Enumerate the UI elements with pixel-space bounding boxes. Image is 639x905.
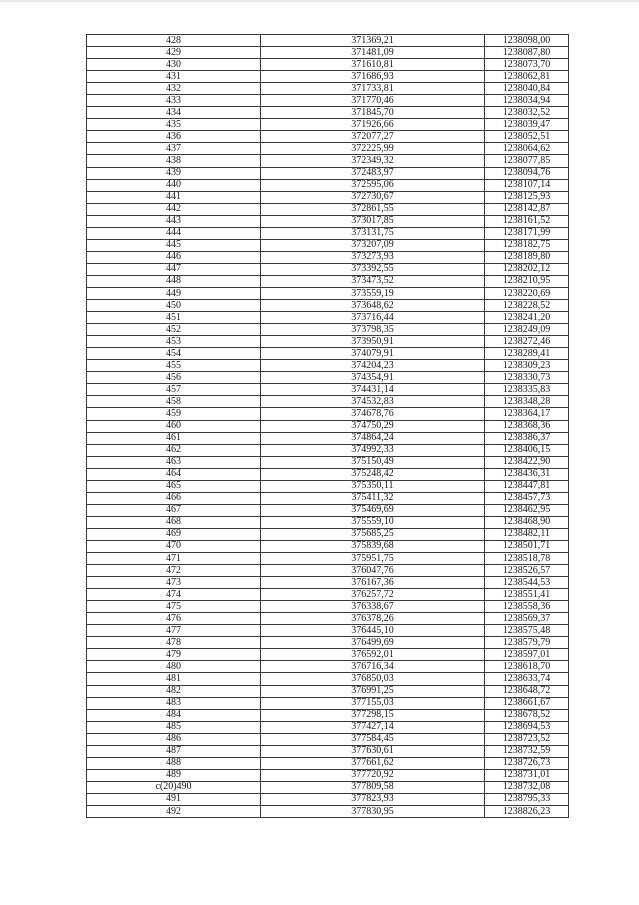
point-number-cell: 478	[87, 637, 261, 649]
point-number-cell: 439	[87, 167, 261, 179]
y-coordinate-cell: 1238569,37	[485, 613, 569, 625]
point-number-cell: 455	[87, 360, 261, 372]
table-row	[87, 492, 569, 504]
y-coordinate-cell: 1238526,57	[485, 565, 569, 577]
point-number-cell: 429	[87, 47, 261, 59]
table-row	[87, 540, 569, 552]
table-row	[87, 227, 569, 239]
y-coordinate-cell: 1238723,52	[485, 733, 569, 745]
table-row	[87, 769, 569, 781]
table-row	[87, 757, 569, 769]
table-row	[87, 239, 569, 251]
y-coordinate-cell: 1238579,79	[485, 637, 569, 649]
x-coordinate-cell: 373950,91	[261, 336, 485, 348]
point-number-cell: c(20)490	[87, 781, 261, 793]
x-coordinate-cell: 377298,15	[261, 709, 485, 721]
table-row	[87, 83, 569, 95]
y-coordinate-cell: 1238189,80	[485, 251, 569, 263]
x-coordinate-cell: 376592,01	[261, 649, 485, 661]
table-row	[87, 480, 569, 492]
x-coordinate-cell: 374864,24	[261, 432, 485, 444]
point-number-cell: 470	[87, 540, 261, 552]
point-number-cell: 473	[87, 577, 261, 589]
y-coordinate-cell: 1238678,52	[485, 709, 569, 721]
table-row	[87, 372, 569, 384]
y-coordinate-cell: 1238694,53	[485, 721, 569, 733]
y-coordinate-cell: 1238064,62	[485, 143, 569, 155]
table-row	[87, 191, 569, 203]
point-number-cell: 448	[87, 275, 261, 287]
point-number-cell: 433	[87, 95, 261, 107]
table-row	[87, 709, 569, 721]
y-coordinate-cell: 1238094,76	[485, 167, 569, 179]
x-coordinate-cell: 371686,93	[261, 71, 485, 83]
table-row	[87, 251, 569, 263]
x-coordinate-cell: 376257,72	[261, 589, 485, 601]
table-row	[87, 263, 569, 275]
point-number-cell: 434	[87, 107, 261, 119]
table-row	[87, 553, 569, 565]
x-coordinate-cell: 375559,10	[261, 516, 485, 528]
x-coordinate-cell: 373392,55	[261, 263, 485, 275]
x-coordinate-cell: 377630,61	[261, 745, 485, 757]
table-row	[87, 456, 569, 468]
point-number-cell: 467	[87, 504, 261, 516]
point-number-cell: 444	[87, 227, 261, 239]
y-coordinate-cell: 1238241,20	[485, 312, 569, 324]
table-row	[87, 781, 569, 793]
point-number-cell: 430	[87, 59, 261, 71]
y-coordinate-cell: 1238249,09	[485, 324, 569, 336]
table-row	[87, 396, 569, 408]
x-coordinate-cell: 372225,99	[261, 143, 485, 155]
x-coordinate-cell: 377661,62	[261, 757, 485, 769]
y-coordinate-cell: 1238228,52	[485, 300, 569, 312]
point-number-cell: 460	[87, 420, 261, 432]
point-number-cell: 450	[87, 300, 261, 312]
point-number-cell: 464	[87, 468, 261, 480]
y-coordinate-cell: 1238462,95	[485, 504, 569, 516]
table-row	[87, 275, 569, 287]
y-coordinate-cell: 1238040,84	[485, 83, 569, 95]
point-number-cell: 452	[87, 324, 261, 336]
point-number-cell: 483	[87, 697, 261, 709]
y-coordinate-cell: 1238826,23	[485, 806, 569, 818]
x-coordinate-cell: 375411,32	[261, 492, 485, 504]
point-number-cell: 480	[87, 661, 261, 673]
x-coordinate-cell: 377830,95	[261, 806, 485, 818]
y-coordinate-cell: 1238289,41	[485, 348, 569, 360]
x-coordinate-cell: 377720,92	[261, 769, 485, 781]
y-coordinate-cell: 1238648,72	[485, 685, 569, 697]
table-row	[87, 35, 569, 47]
y-coordinate-cell: 1238107,14	[485, 179, 569, 191]
table-row	[87, 673, 569, 685]
y-coordinate-cell: 1238098,00	[485, 35, 569, 47]
y-coordinate-cell: 1238436,31	[485, 468, 569, 480]
x-coordinate-cell: 374079,91	[261, 348, 485, 360]
y-coordinate-cell: 1238364,17	[485, 408, 569, 420]
x-coordinate-cell: 375248,42	[261, 468, 485, 480]
point-number-cell: 489	[87, 769, 261, 781]
x-coordinate-cell: 371369,21	[261, 35, 485, 47]
table-row	[87, 47, 569, 59]
x-coordinate-cell: 375150,49	[261, 456, 485, 468]
table-row	[87, 71, 569, 83]
table-row	[87, 59, 569, 71]
point-number-cell: 447	[87, 263, 261, 275]
point-number-cell: 440	[87, 179, 261, 191]
point-number-cell: 461	[87, 432, 261, 444]
point-number-cell: 435	[87, 119, 261, 131]
y-coordinate-cell: 1238558,36	[485, 601, 569, 613]
table-row	[87, 504, 569, 516]
table-row	[87, 432, 569, 444]
point-number-cell: 449	[87, 287, 261, 299]
table-row	[87, 589, 569, 601]
y-coordinate-cell: 1238368,36	[485, 420, 569, 432]
point-number-cell: 437	[87, 143, 261, 155]
y-coordinate-cell: 1238032,52	[485, 107, 569, 119]
point-number-cell: 431	[87, 71, 261, 83]
point-number-cell: 477	[87, 625, 261, 637]
table-row	[87, 565, 569, 577]
point-number-cell: 451	[87, 312, 261, 324]
table-row	[87, 444, 569, 456]
x-coordinate-cell: 372861,55	[261, 203, 485, 215]
point-number-cell: 476	[87, 613, 261, 625]
point-number-cell: 441	[87, 191, 261, 203]
point-number-cell: 485	[87, 721, 261, 733]
y-coordinate-cell: 1238220,69	[485, 287, 569, 299]
point-number-cell: 488	[87, 757, 261, 769]
table-row	[87, 215, 569, 227]
x-coordinate-cell: 377809,58	[261, 781, 485, 793]
point-number-cell: 484	[87, 709, 261, 721]
x-coordinate-cell: 377823,93	[261, 793, 485, 805]
y-coordinate-cell: 1238034,94	[485, 95, 569, 107]
x-coordinate-cell: 374678,76	[261, 408, 485, 420]
x-coordinate-cell: 373273,93	[261, 251, 485, 263]
y-coordinate-cell: 1238544,53	[485, 577, 569, 589]
point-number-cell: 486	[87, 733, 261, 745]
table-row	[87, 119, 569, 131]
x-coordinate-cell: 372077,27	[261, 131, 485, 143]
table-row	[87, 95, 569, 107]
x-coordinate-cell: 374354,91	[261, 372, 485, 384]
y-coordinate-cell: 1238597,01	[485, 649, 569, 661]
x-coordinate-cell: 373798,35	[261, 324, 485, 336]
table-row	[87, 601, 569, 613]
coordinates-table-body	[87, 35, 569, 818]
y-coordinate-cell: 1238073,70	[485, 59, 569, 71]
x-coordinate-cell: 376850,03	[261, 673, 485, 685]
point-number-cell: 469	[87, 528, 261, 540]
point-number-cell: 454	[87, 348, 261, 360]
x-coordinate-cell: 374431,14	[261, 384, 485, 396]
coordinates-table	[86, 34, 569, 818]
x-coordinate-cell: 373207,09	[261, 239, 485, 251]
y-coordinate-cell: 1238309,23	[485, 360, 569, 372]
x-coordinate-cell: 371481,09	[261, 47, 485, 59]
y-coordinate-cell: 1238202,12	[485, 263, 569, 275]
table-row	[87, 408, 569, 420]
point-number-cell: 459	[87, 408, 261, 420]
table-row	[87, 745, 569, 757]
x-coordinate-cell: 376499,69	[261, 637, 485, 649]
x-coordinate-cell: 371926,66	[261, 119, 485, 131]
x-coordinate-cell: 372349,32	[261, 155, 485, 167]
x-coordinate-cell: 376445,10	[261, 625, 485, 637]
table-row	[87, 528, 569, 540]
point-number-cell: 443	[87, 215, 261, 227]
table-row	[87, 649, 569, 661]
x-coordinate-cell: 375839,68	[261, 540, 485, 552]
y-coordinate-cell: 1238142,87	[485, 203, 569, 215]
point-number-cell: 458	[87, 396, 261, 408]
y-coordinate-cell: 1238501,71	[485, 540, 569, 552]
x-coordinate-cell: 376991,25	[261, 685, 485, 697]
y-coordinate-cell: 1238633,74	[485, 673, 569, 685]
point-number-cell: 481	[87, 673, 261, 685]
table-row	[87, 625, 569, 637]
table-row	[87, 336, 569, 348]
point-number-cell: 446	[87, 251, 261, 263]
y-coordinate-cell: 1238161,52	[485, 215, 569, 227]
x-coordinate-cell: 371610,81	[261, 59, 485, 71]
point-number-cell: 466	[87, 492, 261, 504]
point-number-cell: 445	[87, 239, 261, 251]
table-row	[87, 287, 569, 299]
y-coordinate-cell: 1238335,83	[485, 384, 569, 396]
x-coordinate-cell: 371845,70	[261, 107, 485, 119]
table-row	[87, 348, 569, 360]
point-number-cell: 436	[87, 131, 261, 143]
point-number-cell: 471	[87, 553, 261, 565]
y-coordinate-cell: 1238732,59	[485, 745, 569, 757]
y-coordinate-cell: 1238077,85	[485, 155, 569, 167]
y-coordinate-cell: 1238052,51	[485, 131, 569, 143]
point-number-cell: 487	[87, 745, 261, 757]
table-row	[87, 793, 569, 805]
x-coordinate-cell: 377427,14	[261, 721, 485, 733]
y-coordinate-cell: 1238406,15	[485, 444, 569, 456]
y-coordinate-cell: 1238795,33	[485, 793, 569, 805]
x-coordinate-cell: 375469,69	[261, 504, 485, 516]
y-coordinate-cell: 1238182,75	[485, 239, 569, 251]
x-coordinate-cell: 373559,19	[261, 287, 485, 299]
y-coordinate-cell: 1238171,99	[485, 227, 569, 239]
y-coordinate-cell: 1238518,78	[485, 553, 569, 565]
x-coordinate-cell: 376338,67	[261, 601, 485, 613]
table-row	[87, 107, 569, 119]
x-coordinate-cell: 376047,76	[261, 565, 485, 577]
x-coordinate-cell: 376716,34	[261, 661, 485, 673]
y-coordinate-cell: 1238618,70	[485, 661, 569, 673]
y-coordinate-cell: 1238087,80	[485, 47, 569, 59]
table-row	[87, 312, 569, 324]
point-number-cell: 479	[87, 649, 261, 661]
point-number-cell: 465	[87, 480, 261, 492]
table-row	[87, 721, 569, 733]
point-number-cell: 438	[87, 155, 261, 167]
table-row	[87, 613, 569, 625]
y-coordinate-cell: 1238482,11	[485, 528, 569, 540]
table-row	[87, 685, 569, 697]
y-coordinate-cell: 1238457,73	[485, 492, 569, 504]
y-coordinate-cell: 1238422,90	[485, 456, 569, 468]
y-coordinate-cell: 1238125,93	[485, 191, 569, 203]
point-number-cell: 475	[87, 601, 261, 613]
x-coordinate-cell: 372595,06	[261, 179, 485, 191]
point-number-cell: 482	[87, 685, 261, 697]
page-top-edge	[0, 0, 639, 2]
x-coordinate-cell: 374992,33	[261, 444, 485, 456]
x-coordinate-cell: 371733,81	[261, 83, 485, 95]
table-row	[87, 697, 569, 709]
table-row	[87, 806, 569, 818]
point-number-cell: 491	[87, 793, 261, 805]
x-coordinate-cell: 376167,36	[261, 577, 485, 589]
point-number-cell: 472	[87, 565, 261, 577]
x-coordinate-cell: 373131,75	[261, 227, 485, 239]
table-row	[87, 360, 569, 372]
table-row	[87, 420, 569, 432]
table-row	[87, 131, 569, 143]
table-row	[87, 384, 569, 396]
x-coordinate-cell: 373716,44	[261, 312, 485, 324]
x-coordinate-cell: 374750,29	[261, 420, 485, 432]
table-row	[87, 143, 569, 155]
y-coordinate-cell: 1238661,67	[485, 697, 569, 709]
x-coordinate-cell: 375685,25	[261, 528, 485, 540]
table-row	[87, 324, 569, 336]
y-coordinate-cell: 1238726,73	[485, 757, 569, 769]
table-row	[87, 661, 569, 673]
point-number-cell: 453	[87, 336, 261, 348]
point-number-cell: 468	[87, 516, 261, 528]
point-number-cell: 462	[87, 444, 261, 456]
x-coordinate-cell: 374204,23	[261, 360, 485, 372]
y-coordinate-cell: 1238348,28	[485, 396, 569, 408]
y-coordinate-cell: 1238330,73	[485, 372, 569, 384]
point-number-cell: 474	[87, 589, 261, 601]
x-coordinate-cell: 373017,85	[261, 215, 485, 227]
point-number-cell: 442	[87, 203, 261, 215]
x-coordinate-cell: 377155,03	[261, 697, 485, 709]
y-coordinate-cell: 1238575,48	[485, 625, 569, 637]
x-coordinate-cell: 373648,62	[261, 300, 485, 312]
y-coordinate-cell: 1238039,47	[485, 119, 569, 131]
table-row	[87, 516, 569, 528]
table-row	[87, 167, 569, 179]
point-number-cell: 463	[87, 456, 261, 468]
point-number-cell: 428	[87, 35, 261, 47]
table-row	[87, 577, 569, 589]
point-number-cell: 456	[87, 372, 261, 384]
point-number-cell: 492	[87, 806, 261, 818]
x-coordinate-cell: 372730,67	[261, 191, 485, 203]
x-coordinate-cell: 371770,46	[261, 95, 485, 107]
x-coordinate-cell: 375951,75	[261, 553, 485, 565]
table-row	[87, 179, 569, 191]
x-coordinate-cell: 374532,83	[261, 396, 485, 408]
x-coordinate-cell: 373473,52	[261, 275, 485, 287]
y-coordinate-cell: 1238210,95	[485, 275, 569, 287]
point-number-cell: 457	[87, 384, 261, 396]
table-row	[87, 155, 569, 167]
y-coordinate-cell: 1238447,81	[485, 480, 569, 492]
table-row	[87, 300, 569, 312]
y-coordinate-cell: 1238272,46	[485, 336, 569, 348]
y-coordinate-cell: 1238386,37	[485, 432, 569, 444]
y-coordinate-cell: 1238731,01	[485, 769, 569, 781]
x-coordinate-cell: 375350,11	[261, 480, 485, 492]
y-coordinate-cell: 1238732,08	[485, 781, 569, 793]
point-number-cell: 432	[87, 83, 261, 95]
table-row	[87, 733, 569, 745]
table-row	[87, 637, 569, 649]
y-coordinate-cell: 1238062,81	[485, 71, 569, 83]
x-coordinate-cell: 376378,26	[261, 613, 485, 625]
y-coordinate-cell: 1238468,90	[485, 516, 569, 528]
y-coordinate-cell: 1238551,41	[485, 589, 569, 601]
table-row	[87, 203, 569, 215]
table-row	[87, 468, 569, 480]
x-coordinate-cell: 377584,45	[261, 733, 485, 745]
x-coordinate-cell: 372483,97	[261, 167, 485, 179]
